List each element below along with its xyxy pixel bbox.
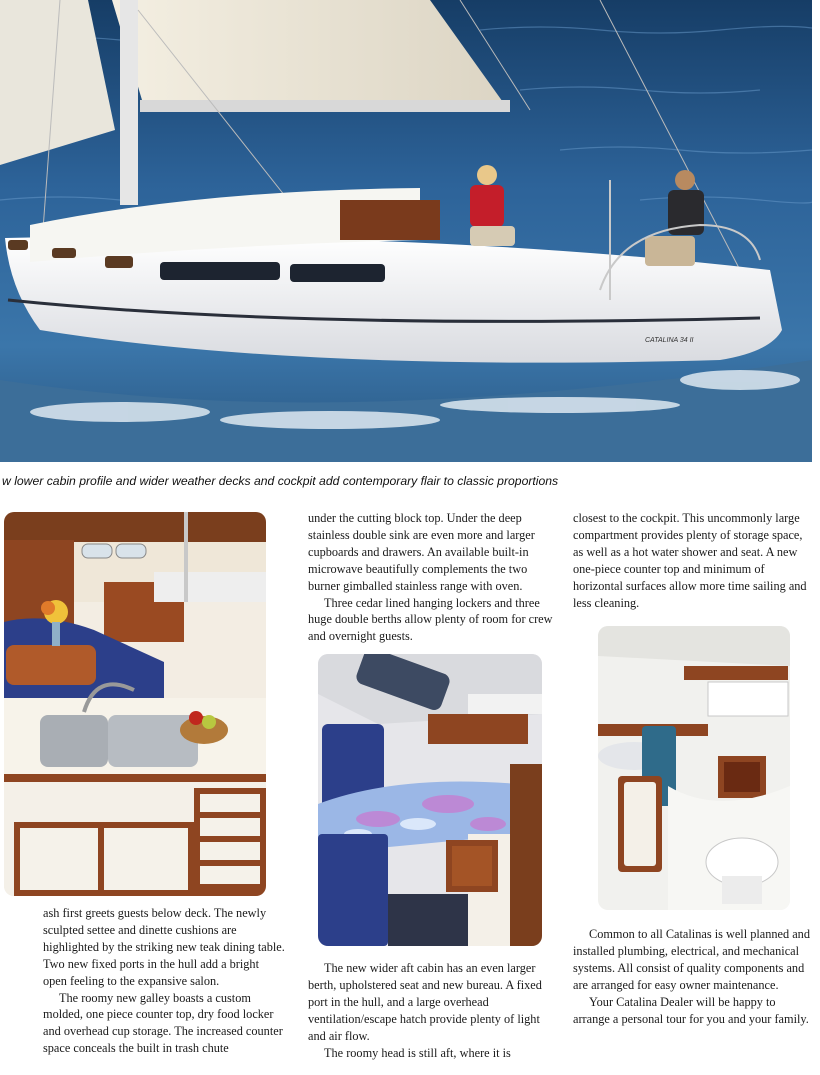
salon-galley-photo xyxy=(4,512,266,896)
head-compartment-photo xyxy=(598,626,790,910)
column-1-text xyxy=(43,905,285,1057)
column-2-text-bottom xyxy=(308,960,556,1061)
hero-caption: w lower cabin profile and wider weather decks and cockpit add contemporary flair to classic proportions xyxy=(2,474,559,488)
paragraph: Three cedar lined hanging lockers and three huge double berths allow plenty of room for crew and overnight guests. xyxy=(308,595,553,644)
column-3-text-top xyxy=(573,510,813,611)
aft-cabin-photo xyxy=(318,654,542,946)
hero-sailboat-photo xyxy=(0,0,812,462)
column-2-text-top xyxy=(308,510,556,645)
column-3-text-bottom xyxy=(573,926,813,1027)
paragraph: ash first greets guests below deck. The newly sculpted settee and dinette cushions are highlighted by the striking new teak dining table. Two new fixed ports in the hull add a bright open feeling to the expansive salon. xyxy=(43,906,285,988)
paragraph: Your Catalina Dealer will be happy to arrange a personal tour for you and your family. xyxy=(573,994,809,1026)
paragraph: closest to the cockpit. This uncommonly large compartment provides plenty of storage space, as well as a hot water shower and seat. A new one-piece counter top and minimum of horizontal surfaces allow more time sailing and less cleaning. xyxy=(573,511,807,610)
paragraph: The roomy new galley boasts a custom molded, one piece counter top, dry food locker and overhead cup storage. The increased counter space conceals the built in trash chute xyxy=(43,990,283,1056)
paragraph: Common to all Catalinas is well planned and installed plumbing, electrical, and mechanical systems. All consist of quality components and are arranged for easy owner maintenance. xyxy=(573,927,810,992)
paragraph: under the cutting block top. Under the deep stainless double sink are even more and larger cupboards and drawers. An available built-in microwave beautifully complements the two burner gimballed stainless range with oven. xyxy=(308,511,535,593)
hull-name-lettering: CATALINA 34 II xyxy=(645,337,694,344)
paragraph: The roomy head is still aft, where it is xyxy=(324,1045,511,1060)
paragraph: The new wider aft cabin has an even larger berth, upholstered seat and new bureau. A fixed port in the hull, and a large overhead ventilation/escape hatch provide plenty of light and air flow. xyxy=(308,961,542,1043)
